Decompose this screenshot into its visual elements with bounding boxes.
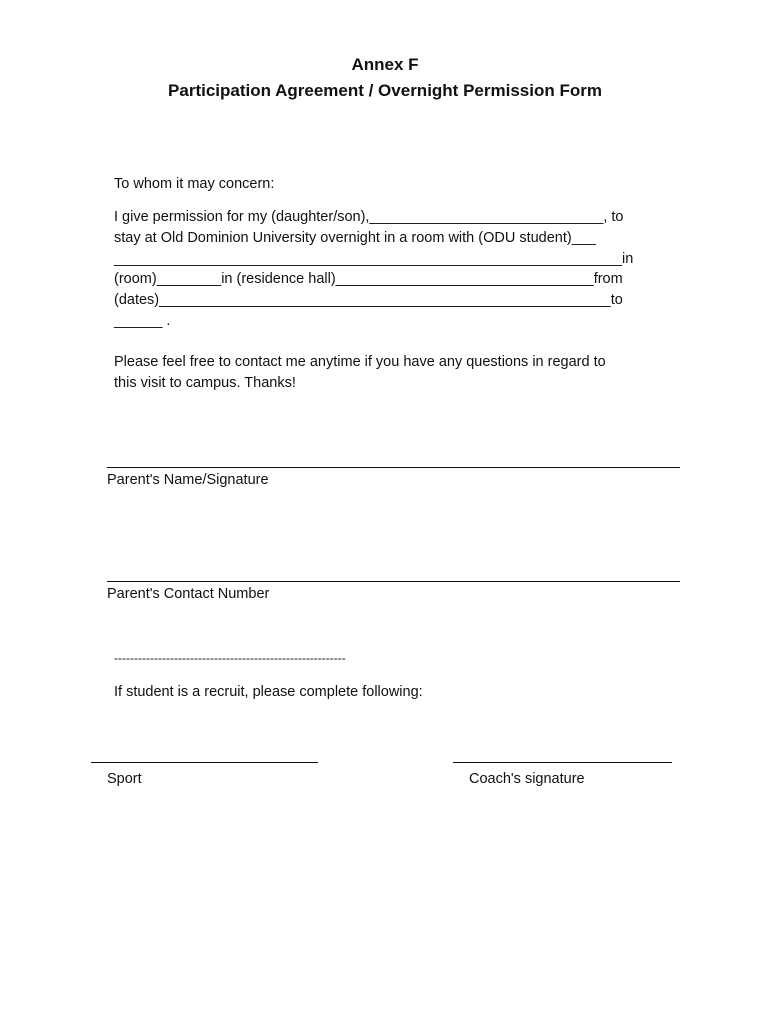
coach-signature-label: Coach's signature (469, 771, 585, 787)
permission-line-1: I give permission for my (daughter/son),_____________________________, to (114, 209, 624, 225)
parent-contact-number-label: Parent's Contact Number (107, 586, 270, 602)
sport-line[interactable] (91, 762, 318, 763)
permission-line-3: _______________________________________________________________in (114, 251, 634, 267)
parent-name-signature-line[interactable] (107, 467, 680, 468)
contact-line-1: Please feel free to contact me anytime if you have any questions in regard to (114, 354, 606, 370)
salutation: To whom it may concern: (114, 176, 275, 192)
permission-line-5: (dates)________________________________________________________to (114, 292, 623, 308)
parent-contact-number-line[interactable] (107, 581, 680, 582)
form-title: Participation Agreement / Overnight Permission Form (168, 81, 602, 100)
recruit-instruction: If student is a recruit, please complete following: (114, 684, 423, 700)
coach-signature-line[interactable] (453, 762, 672, 763)
contact-line-2: this visit to campus. Thanks! (114, 375, 296, 391)
sport-label: Sport (107, 771, 142, 787)
recruit-separator: ---------------------------------------------------------- (114, 651, 346, 665)
annex-heading: Annex F (351, 55, 419, 74)
permission-line-6: ______ . (114, 313, 171, 329)
permission-line-2: stay at Old Dominion University overnight in a room with (ODU student)___ (114, 230, 596, 246)
parent-name-signature-label: Parent's Name/Signature (107, 472, 269, 488)
permission-line-4: (room)________in (residence hall)________________________________from (114, 271, 623, 287)
